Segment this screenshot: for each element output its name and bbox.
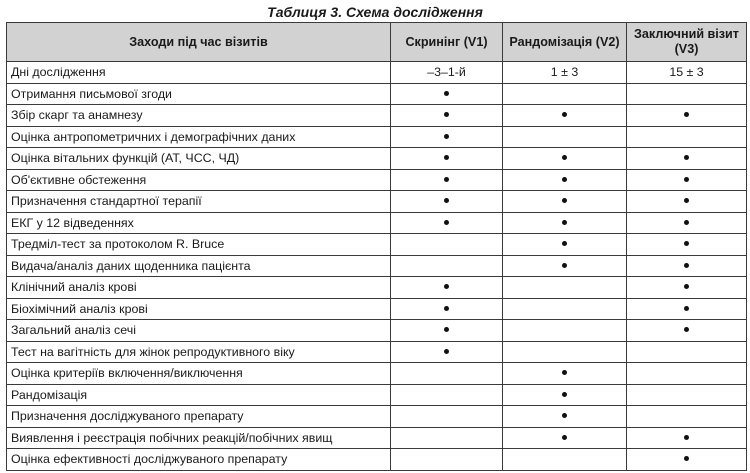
bullet-mark (444, 134, 449, 139)
bullet-mark (562, 435, 567, 440)
cell-screening-v1 (391, 255, 503, 277)
bullet-mark (562, 177, 567, 182)
cell-final-visit-v3 (627, 449, 747, 471)
bullet-mark (562, 112, 567, 117)
cell-screening-v1 (391, 105, 503, 127)
cell-screening-v1 (391, 406, 503, 428)
cell-randomization-v2 (503, 148, 627, 170)
table-row (7, 363, 747, 385)
table-row (7, 427, 747, 449)
cell-randomization-v2: 1 ± 3 (503, 62, 627, 84)
cell-final-visit-v3 (627, 212, 747, 234)
cell-final-visit-v3 (627, 255, 747, 277)
bullet-mark (684, 327, 689, 332)
bullet-mark (444, 284, 449, 289)
cell-randomization-v2 (503, 320, 627, 342)
bullet-mark (562, 155, 567, 160)
cell-procedure: Об'єктивне обстеження (7, 169, 391, 191)
cell-randomization-v2 (503, 427, 627, 449)
table-row (7, 298, 747, 320)
header-procedures: Заходи під час візитів (7, 23, 391, 62)
bullet-mark (562, 413, 567, 418)
bullet-mark (444, 349, 449, 354)
cell-final-visit-v3 (627, 427, 747, 449)
table-row (7, 384, 747, 406)
table-row (7, 406, 747, 428)
cell-randomization-v2 (503, 234, 627, 256)
header-row (7, 23, 747, 62)
table-row (7, 255, 747, 277)
table-row (7, 83, 747, 105)
cell-screening-v1 (391, 277, 503, 299)
cell-randomization-v2 (503, 341, 627, 363)
cell-randomization-v2 (503, 406, 627, 428)
table-row (7, 341, 747, 363)
cell-procedure: Дні дослідження (7, 62, 391, 84)
cell-final-visit-v3 (627, 105, 747, 127)
bullet-mark (444, 220, 449, 225)
cell-randomization-v2 (503, 105, 627, 127)
table-row (7, 105, 747, 127)
cell-screening-v1 (391, 169, 503, 191)
cell-screening-v1 (391, 427, 503, 449)
cell-final-visit-v3 (627, 406, 747, 428)
cell-screening-v1 (391, 234, 503, 256)
cell-screening-v1: –3–1-й (391, 62, 503, 84)
cell-randomization-v2 (503, 449, 627, 471)
table-caption: Таблиця 3. Схема дослідження (267, 4, 483, 20)
bullet-mark (444, 327, 449, 332)
bullet-mark (684, 284, 689, 289)
bullet-mark (684, 112, 689, 117)
cell-procedure: Отримання письмової згоди (7, 83, 391, 105)
cell-final-visit-v3: 15 ± 3 (627, 62, 747, 84)
bullet-mark (684, 155, 689, 160)
table-row (7, 191, 747, 213)
cell-final-visit-v3 (627, 277, 747, 299)
cell-final-visit-v3 (627, 341, 747, 363)
cell-screening-v1 (391, 384, 503, 406)
cell-procedure: Збір скарг та анамнезу (7, 105, 391, 127)
cell-procedure: Рандомізація (7, 384, 391, 406)
study-schedule-table (6, 22, 747, 471)
cell-randomization-v2 (503, 384, 627, 406)
cell-final-visit-v3 (627, 234, 747, 256)
bullet-mark (562, 241, 567, 246)
table-row (7, 234, 747, 256)
cell-procedure: Тредміл-тест за протоколом R. Bruce (7, 234, 391, 256)
bullet-mark (562, 263, 567, 268)
cell-screening-v1 (391, 341, 503, 363)
cell-procedure: Призначення досліджуваного препарату (7, 406, 391, 428)
bullet-mark (444, 177, 449, 182)
header-randomization-v2: Рандомізація (V2) (503, 23, 627, 62)
cell-final-visit-v3 (627, 83, 747, 105)
cell-randomization-v2 (503, 126, 627, 148)
bullet-mark (684, 456, 689, 461)
cell-procedure: Тест на вагітність для жінок репродуктивного віку (7, 341, 391, 363)
cell-procedure: Видача/аналіз даних щоденника пацієнта (7, 255, 391, 277)
cell-randomization-v2 (503, 212, 627, 234)
cell-final-visit-v3 (627, 298, 747, 320)
cell-final-visit-v3 (627, 320, 747, 342)
bullet-mark (684, 177, 689, 182)
cell-procedure: Загальний аналіз сечі (7, 320, 391, 342)
cell-final-visit-v3 (627, 191, 747, 213)
bullet-mark (562, 370, 567, 375)
cell-randomization-v2 (503, 83, 627, 105)
bullet-mark (684, 241, 689, 246)
cell-randomization-v2 (503, 363, 627, 385)
cell-final-visit-v3 (627, 148, 747, 170)
cell-screening-v1 (391, 363, 503, 385)
cell-final-visit-v3 (627, 363, 747, 385)
cell-final-visit-v3 (627, 169, 747, 191)
cell-randomization-v2 (503, 191, 627, 213)
bullet-mark (444, 91, 449, 96)
cell-procedure: Оцінка вітальних функцій (АТ, ЧСС, ЧД) (7, 148, 391, 170)
bullet-mark (684, 220, 689, 225)
cell-screening-v1 (391, 449, 503, 471)
cell-randomization-v2 (503, 298, 627, 320)
bullet-mark (444, 198, 449, 203)
cell-procedure: Призначення стандартної терапії (7, 191, 391, 213)
table-body (7, 62, 747, 471)
cell-procedure: Оцінка критеріїв включення/виключення (7, 363, 391, 385)
table-row (7, 320, 747, 342)
header-screening-v1: Скринінг (V1) (391, 23, 503, 62)
bullet-mark (562, 392, 567, 397)
cell-screening-v1 (391, 298, 503, 320)
cell-randomization-v2 (503, 169, 627, 191)
bullet-mark (562, 220, 567, 225)
cell-randomization-v2 (503, 255, 627, 277)
table-row (7, 169, 747, 191)
cell-final-visit-v3 (627, 384, 747, 406)
bullet-mark (684, 263, 689, 268)
cell-screening-v1 (391, 320, 503, 342)
cell-procedure: ЕКГ у 12 відведеннях (7, 212, 391, 234)
table-row (7, 148, 747, 170)
header-final-visit-v3: Заключний візит (V3) (627, 23, 747, 62)
bullet-mark (444, 155, 449, 160)
cell-screening-v1 (391, 126, 503, 148)
cell-screening-v1 (391, 83, 503, 105)
cell-procedure: Клінічний аналіз крові (7, 277, 391, 299)
table-row (7, 449, 747, 471)
cell-screening-v1 (391, 212, 503, 234)
table-row (7, 212, 747, 234)
bullet-mark (562, 198, 567, 203)
table-row (7, 62, 747, 84)
bullet-mark (684, 435, 689, 440)
bullet-mark (444, 306, 449, 311)
cell-procedure: Оцінка ефективності досліджуваного препарату (7, 449, 391, 471)
cell-procedure: Виявлення і реєстрація побічних реакцій/побічних явищ (7, 427, 391, 449)
cell-screening-v1 (391, 191, 503, 213)
table-row (7, 277, 747, 299)
cell-screening-v1 (391, 148, 503, 170)
cell-randomization-v2 (503, 277, 627, 299)
bullet-mark (684, 306, 689, 311)
bullet-mark (684, 198, 689, 203)
bullet-mark (444, 112, 449, 117)
table-row (7, 126, 747, 148)
cell-procedure: Оцінка антропометричних і демографічних даних (7, 126, 391, 148)
cell-final-visit-v3 (627, 126, 747, 148)
cell-procedure: Біохімічний аналіз крові (7, 298, 391, 320)
